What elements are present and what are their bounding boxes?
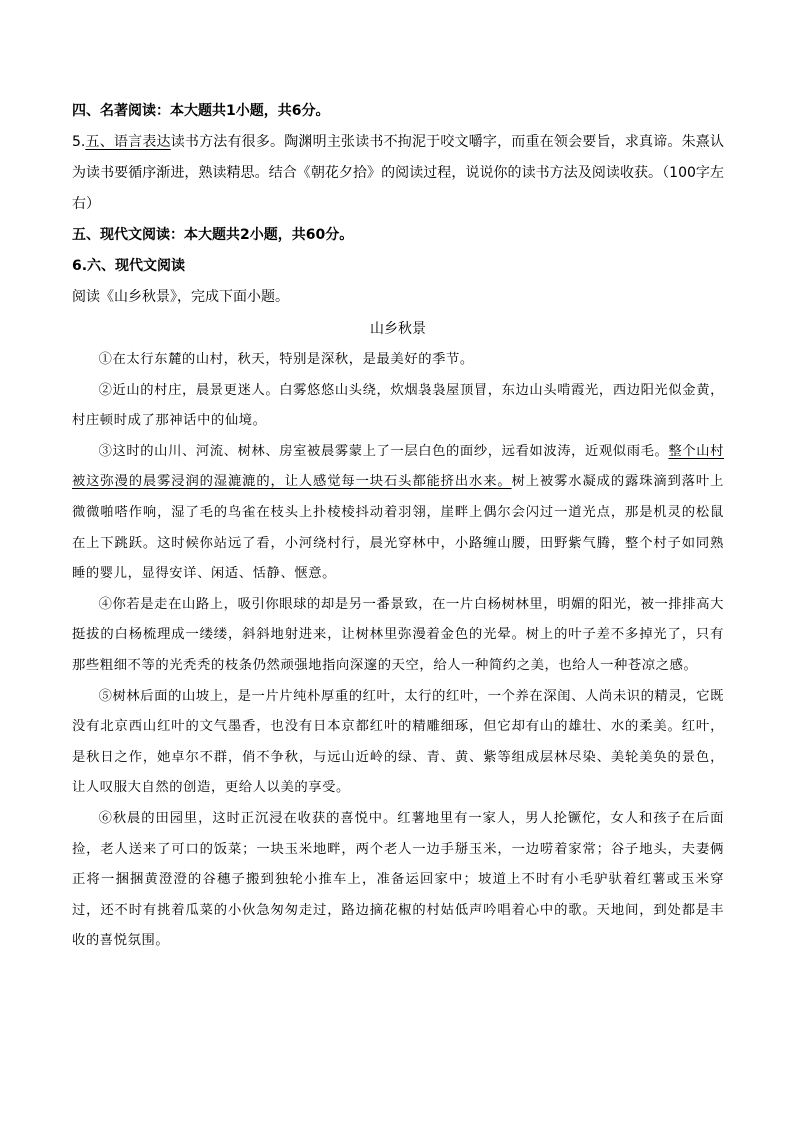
- article-paragraph-1: ①在太行东麓的山村，秋天，特别是深秋，是最美好的季节。: [98, 352, 474, 367]
- exam-page: [72, 96, 724, 957]
- question-five-number: 5.: [72, 134, 86, 150]
- article-title: 山乡秋景: [370, 321, 426, 337]
- section-four-heading: 四、名著阅读：本大题共1小题，共6分。: [72, 103, 330, 119]
- article-paragraph-2: ②近山的村庄，晨景更迷人。白雾悠悠山头绕，炊烟袅袅屋顶冒，东边山头啃霞光，西边阳光似金黄，村庄顿时成了那神话中的仙境。: [72, 382, 724, 429]
- article-paragraph-3-end: 树上被雾水凝成的露珠滴到落叶上微微啪嗒作响，湿了毛的鸟雀在枝头上扑棱棱抖动着羽翎，崖畔上偶尔会闪过一道光点，那是机灵的松鼠在上下跳跃。这时候你站远了看，小河绕村行，晨光穿林中，小路缠山腰，田野紫气腾，整个村子如同熟睡的婴儿，显得安详、闲适、恬静、惬意。: [72, 474, 724, 582]
- article-body: [72, 345, 724, 957]
- question-six-intro: 阅读《山乡秋景》，完成下面小题。: [72, 289, 289, 305]
- article-paragraph-3-underlined-sentence: 整个山村被这弥漫的晨雾浸润的湿漉漉的，让人感觉每一块石头都能挤出水来。: [72, 443, 724, 490]
- article-paragraph-5: ⑤树林后面的山坡上，是一片片纯朴厚重的红叶，太行的红叶，一个养在深闺、人尚未识的精灵，它既没有北京西山红叶的文气墨香，也没有日本京都红叶的精雕细琢，但它却有山的雄壮、水的柔美。红叶，是秋日之作，她卓尔不群，俏不争秋，与远山近岭的绿、青、黄、紫等组成层林尽染、美轮美奂的景色，让人叹服大自然的创造，更给人以美的享受。: [72, 688, 724, 796]
- article-paragraph-6: ⑥秋晨的田园里，这时正沉浸在收获的喜悦中。红薯地里有一家人，男人抡镢佗，女人和孩子在后面捡，老人送来了可口的饭菜；一块玉米地畔，两个老人一边手掰玉米，一边唠着家常；谷子地头，夫妻俩正将一捆捆黄澄澄的谷穗子搬到独轮小推车上，准备运回家中；坡道上不时有小毛驴驮着红薯或玉米穿过，还不时有挑着瓜菜的小伙急匆匆走过，路边摘花椒的村姑低声吟唱着心中的歌。天地间，到处都是丰收的喜悦氛围。: [72, 810, 724, 949]
- question-five-text: 读书方法有很多。陶渊明主张读书不拘泥于咬文嚼字，而重在领会要旨，求真谛。朱熹认为读书要循序渐进，熟读精思。结合《朝花夕拾》的阅读过程，说说你的读书方法及阅读收获。（100字左右）: [72, 134, 724, 212]
- article-paragraph-3-start: ③这时的山川、河流、树林、房室被晨雾蒙上了一层白色的面纱，远看如波涛，近观似雨毛。: [98, 443, 669, 459]
- question-six-heading: 6.六、现代文阅读: [72, 258, 186, 274]
- question-five-tag: 五、语言表达: [85, 134, 171, 150]
- question-five: [72, 127, 724, 220]
- article-paragraph-4: ④你若是走在山路上，吸引你眼球的却是另一番景致，在一片白杨树林里，明媚的阳光，被一排排高大挺拔的白杨梳理成一缕缕，斜斜地射进来，让树林里弥漫着金色的光晕。树上的叶子差不多掉光了，只有那些粗细不等的光秃秃的枝条仍然顽强地指向深邃的天空，给人一种简约之美，也给人一种苍凉之感。: [72, 596, 724, 673]
- section-five-heading: 五、现代文阅读：本大题共2小题，共60分。: [72, 227, 354, 243]
- article-paragraph-3: [72, 437, 724, 590]
